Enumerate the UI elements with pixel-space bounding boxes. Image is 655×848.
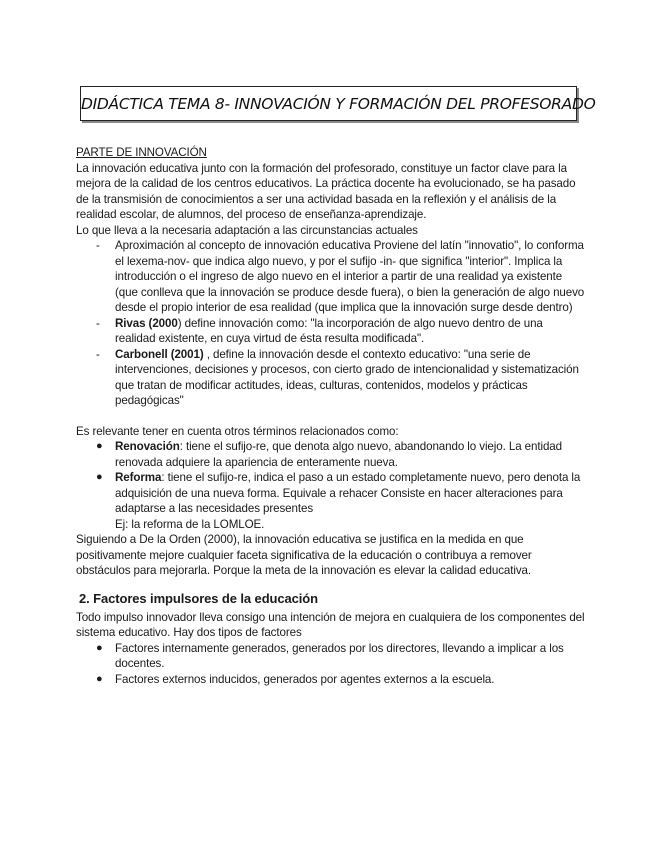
list-item bbox=[76, 347, 586, 409]
dot-bullet: ● bbox=[96, 471, 103, 483]
lead-sentence: Lo que lleva a la necesaria adaptación a las circunstancias actuales bbox=[76, 223, 418, 237]
list-item bbox=[76, 641, 586, 672]
term-name: Renovación bbox=[115, 440, 180, 453]
section-heading-factores: 2. Factores impulsores de la educación bbox=[79, 590, 318, 606]
intro-paragraph: La innovación educativa junto con la formación del profesorado, constituye un factor clave para la mejora de la calidad de los centros educativos. La práctica docente ha evolucionado, se ha pasado de la transmisión de conocimientos a ser una actividad basada en la reflexión y el análisis de la realidad escolar, de alumnos, del proceso de enseñanza-aprendizaje. bbox=[76, 161, 576, 221]
title-box bbox=[80, 86, 596, 121]
example-line: Ej: la reforma de la LOMLOE. bbox=[115, 517, 265, 531]
dash-list bbox=[76, 238, 586, 409]
terms-lead: Es relevante tener en cuenta otros términos relacionados como: bbox=[76, 424, 399, 438]
list-item bbox=[76, 470, 586, 517]
terms-list bbox=[76, 439, 586, 517]
author-name: Rivas (2000 bbox=[115, 316, 178, 330]
author-name: Carbonell (2001) bbox=[115, 347, 204, 361]
dot-bullet: ● bbox=[96, 672, 103, 685]
dot-bullet: ● bbox=[96, 440, 103, 452]
list-item bbox=[76, 316, 586, 347]
dash-bullet: - bbox=[96, 239, 100, 252]
list-item-text: Factores internamente generados, generados por los directores, llevando a implicar a los docentes. bbox=[115, 641, 564, 670]
document-body bbox=[76, 145, 586, 687]
list-item bbox=[76, 238, 586, 316]
list-item bbox=[76, 672, 586, 688]
document-title: DIDÁCTICA TEMA 8- INNOVACIÓN Y FORMACIÓN DEL PROFESORADO bbox=[81, 95, 596, 113]
dash-bullet: - bbox=[96, 316, 100, 330]
list-item bbox=[76, 439, 586, 470]
term-name: Reforma bbox=[115, 471, 162, 484]
list-item-text: ) define innovación como: "la incorporación de algo nuevo dentro de una realidad existente, en cuya virtud de ésta resulta modificada". bbox=[115, 316, 543, 345]
dash-bullet: - bbox=[96, 347, 100, 361]
list-item-text: , define la innovación desde el contexto educativo: "una serie de intervenciones, decisiones y procesos, con cierto grado de intencionalidad y sistematización que tratan de modificar actitudes, ideas, culturas, contenidos, modelos y prácticas pedagógicas" bbox=[115, 347, 579, 407]
section-heading-innovacion: PARTE DE INNOVACIÓN bbox=[76, 146, 207, 159]
conclusion-paragraph: Siguiendo a De la Orden (2000), la innovación educativa se justifica en la medida en que positivamente mejore cualquier faceta significativa de la educación o contribuya a remover obstáculos para mejorarla. Porque la meta de la innovación es elevar la calidad educativa. bbox=[76, 533, 532, 577]
factores-intro: Todo impulso innovador lleva consigo una intención de mejora en cualquiera de los componentes del sistema educativo. Hay dos tipos de factores bbox=[76, 610, 585, 639]
dot-bullet: ● bbox=[96, 641, 103, 654]
list-item-text: : tiene el sufijo-re, que denota algo nuevo, abandonando lo viejo. La entidad renovada adquiere la apariencia de enteramente nueva. bbox=[115, 440, 562, 469]
list-item-text: Factores externos inducidos, generados por agentes externos a la escuela. bbox=[115, 672, 495, 686]
factores-list bbox=[76, 641, 586, 688]
list-item-text: Aproximación al concepto de innovación educativa Proviene del latín "innovatio", lo conforma el lexema-nov- que indica algo nuevo, y por el sufijo -in- que significa "interior". Implica la introducción o el ingreso de algo nuevo en el interior a partir de una realidad ya existente (que conlleva que la innovación se produce desde fuera), o bien la generación de algo nuevo desde el propio interior de esa realidad (que implica que la innovación surge desde dentro) bbox=[115, 239, 585, 314]
spacer bbox=[76, 409, 586, 424]
list-item-text: : tiene el sufijo-re, indica el paso a un estado completamente nuevo, pero denota la adquisición de una nueva forma. Equivale a rehacer Consiste en hacer alteraciones para adaptarse a las necesidades presentes bbox=[115, 471, 581, 515]
